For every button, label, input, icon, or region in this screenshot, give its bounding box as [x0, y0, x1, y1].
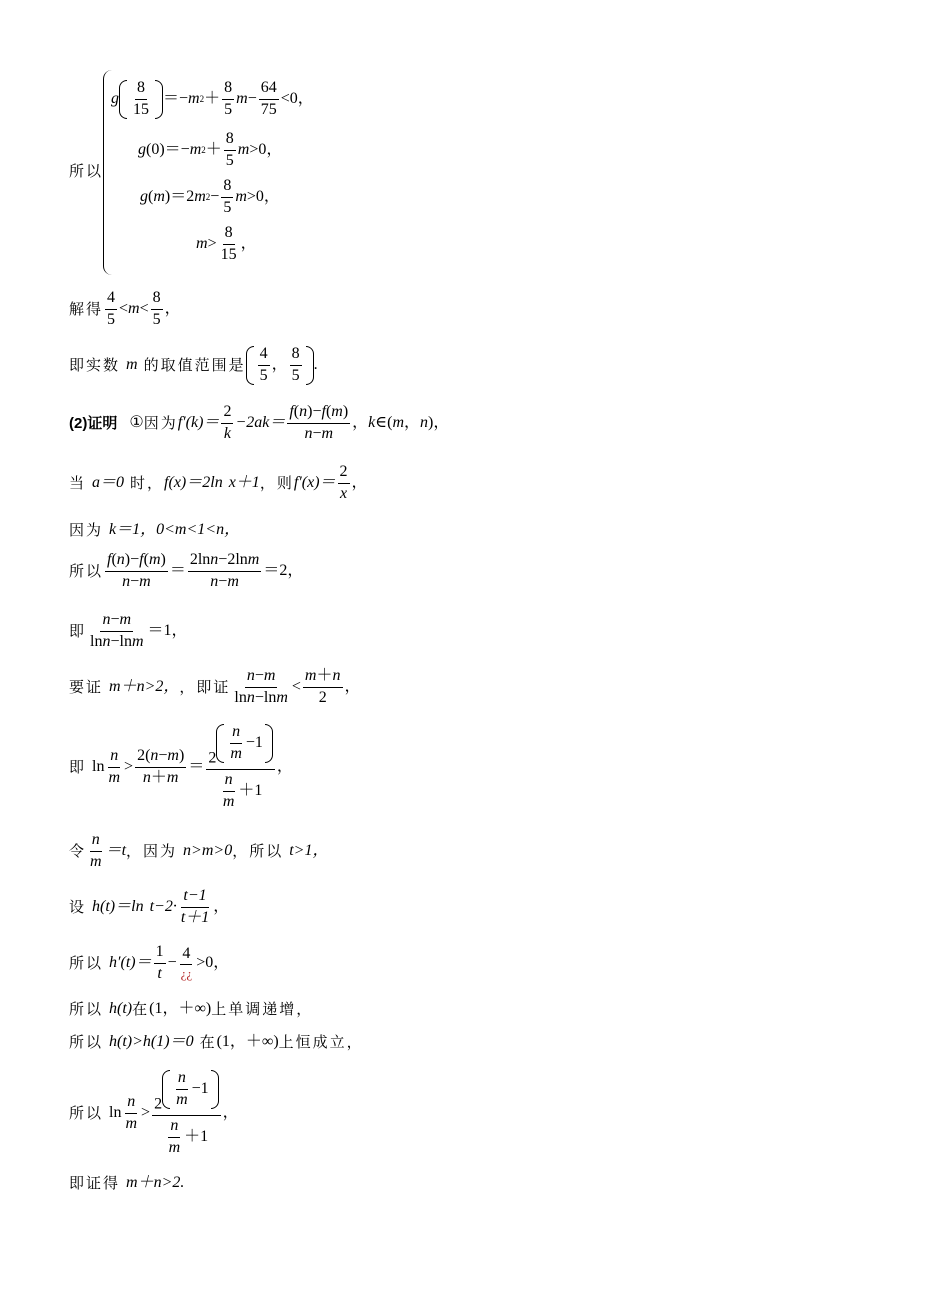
prove-line: 要证 m＋n>2， ，即证 n−m lnn−lnm < m＋n 2 ，	[69, 667, 361, 706]
final-line: 即证得 m＋n>2.	[69, 1173, 185, 1192]
system-row-3: g ( m ) ＝ 2 m 2 − $\frac{8}{5}$ m >0，	[140, 177, 280, 216]
system-row-4: m > 8 15 ，	[196, 224, 257, 263]
conclusion-ln-line: 所以 ln n m > 2 n m −1 $\frac{n}{m}$ ＋1 ，	[69, 1069, 239, 1157]
a-zero-line: 当 a＝0 时， f(x)＝2ln x＋1 ，则 f′(x)＝ 2 x ，	[69, 463, 368, 502]
system-row-2: g ( 0 ) ＝ − m 2 ＋ 8 5 m >0，	[138, 130, 283, 169]
ratio-line: 所以 f(n)−f(m) n−m ＝ 2lnn−2lnm n−m ＝2，	[69, 551, 304, 590]
let-t-line: 令 n m ＝t ，因为 n>m>0 ，所以 t>1，	[69, 831, 329, 870]
part2-line: (2) 证明 ① 因为 f′(k)＝ 2 k −2ak＝ f(n)−f(m) n−m ， k ∈( m ， n ) ，	[69, 403, 450, 442]
suoyi-label: 所以	[69, 162, 104, 180]
deriv-h-line: 所以 h′(t)＝ 1 t − 4 ¿¿ >0，	[69, 943, 230, 982]
monotone-line: 所以 h(t) 在 (1，＋∞) 上单调递增，	[69, 999, 314, 1018]
solve-line: 解得 4 5 < m < 8 5 ，	[69, 289, 181, 328]
positive-line: 所以 h(t)>h(1)＝0 在 (1，＋∞) 上恒成立，	[69, 1032, 364, 1051]
ln-ineq-line: 即 ln n m > 2(n−m) n＋m ＝ 2 n m −1 $\frac{n}{m}$ ＋1 ，	[69, 723, 293, 811]
def-h-line: 设 h(t)＝ln t−2· t−1 t＋1 ，	[69, 887, 230, 926]
k-one-line: 因为 k＝1，0<m<1<n，	[69, 520, 241, 539]
ratio-one-line: 即 n−m lnn−lnm ＝1，	[69, 611, 188, 650]
system-row-1: g 8 15 ＝ − m 2 ＋ 8 5 m − $\frac{64}{75}$ <0，	[111, 79, 314, 118]
range-line: 即实数 m 的取值范围是 4 5 ， 8 5 .	[69, 345, 318, 384]
